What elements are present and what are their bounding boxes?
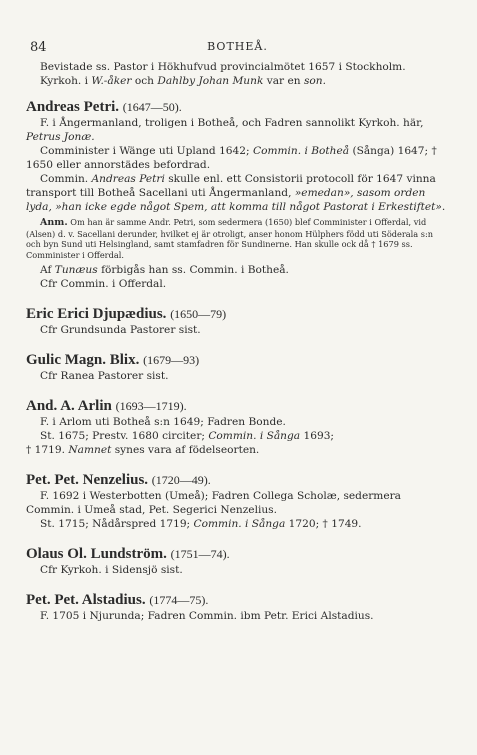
entry-line: St. 1675; Prestv. 1680 circiter; Commin. i Sånga 1693; — [40, 430, 335, 442]
page-header — [26, 40, 449, 60]
entry-title: And. A. Arlin (1693—1719). — [26, 398, 187, 414]
entry-title: Olaus Ol. Lundström. (1751—74). — [26, 546, 230, 562]
running-title: BOTHEÅ. — [207, 40, 268, 53]
entry-and-arlin — [26, 397, 449, 457]
entry-title: Eric Erici Djupædius. (1650—79) — [26, 306, 227, 322]
entry-andreas-petri — [26, 98, 449, 291]
entry-line: † 1719. Namnet synes vara af födelseorten. — [26, 444, 260, 456]
page-body — [26, 60, 449, 623]
entry-pet-alstadius — [26, 591, 449, 623]
footnote: Anm. Om han är samme Andr. Petri, som sedermera (1650) blef Comminister i Offerdal, vid (Alsen) d. v. Sacellani derunder, hvilket ej är otroligt, anser honom Hülphers född uti Söderala s:n och byn Sund uti Helsingland, samt stamfadren för Sundinerne. Han skulle ock då † 1679 ss. Comminister i Offerdal. — [26, 217, 433, 260]
entry-line: Cfr Grundsunda Pastorer sist. — [40, 324, 201, 336]
entry-line: F. i Ångermanland, troligen i Botheå, och Fadren sannolikt Kyrkoh. här, Petrus Jonæ. — [26, 117, 424, 143]
entry-line: Cfr Kyrkoh. i Sidensjö sist. — [40, 564, 183, 576]
entry-pet-nenzelius — [26, 471, 449, 531]
entry-eric-erici — [26, 305, 449, 337]
entry-line: Cfr Commin. i Offerdal. — [40, 278, 167, 290]
entry-gulic-magn — [26, 351, 449, 383]
entry-title: Pet. Pet. Alstadius. (1774—75). — [26, 592, 209, 608]
entry-line: F. i Arlom uti Botheå s:n 1649; Fadren Bonde. — [40, 416, 286, 428]
entry-title: Pet. Pet. Nenzelius. (1720—49). — [26, 472, 211, 488]
entry-line: St. 1715; Nådårspred 1719; Commin. i Sånga 1720; † 1749. — [40, 518, 362, 530]
entry-line: F. 1692 i Westerbotten (Umeå); Fadren Collega Scholæ, sedermera Commin. i Umeå stad, Pet. Segerici Nenzelius. — [26, 490, 401, 516]
entry-olaus-lundstrom — [26, 545, 449, 577]
intro-line: Bevistade ss. Pastor i Hökhufvud provincialmötet 1657 i Stockholm. — [40, 61, 406, 73]
entry-title: Gulic Magn. Blix. (1679—93) — [26, 352, 200, 368]
entry-title: Andreas Petri. (1647—50). — [26, 99, 182, 115]
entry-line: F. 1705 i Njurunda; Fadren Commin. ibm Petr. Erici Alstadius. — [40, 610, 374, 622]
entry-line: Af Tunæus förbigås han ss. Commin. i Botheå. — [40, 264, 289, 276]
entry-line: Commin. Andreas Petri skulle enl. ett Consistorii protocoll för 1647 vinna transport till Botheå Sacellani uti Ångermanland, »emedan», sasom orden lyda, »han icke egde något Spem, att komma till något Pastorat i Erkestiftet». — [26, 173, 446, 213]
page-number: 84 — [30, 40, 47, 55]
intro-line-2: Kyrkoh. i W.-åker och Dahlby Johan Munk var en son. — [40, 75, 326, 87]
entry-line: Cfr Ranea Pastorer sist. — [40, 370, 169, 382]
entry-line: Comminister i Wänge uti Upland 1642; Commin. i Botheå (Sånga) 1647; † 1650 eller annorstädes befordrad. — [26, 145, 437, 171]
